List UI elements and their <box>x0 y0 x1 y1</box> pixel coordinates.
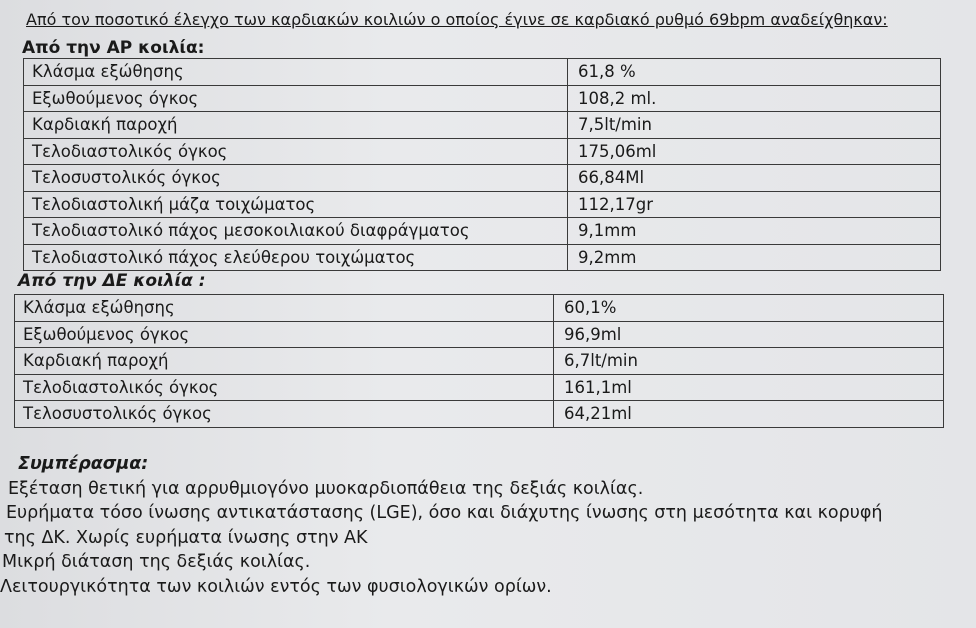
row-value: 161,1ml <box>554 374 944 401</box>
table-row <box>24 138 941 165</box>
row-label: Εξωθούμενος όγκος <box>24 85 568 112</box>
conclusion-line: Μικρή διάταση της δεξιάς κοιλίας. <box>2 552 311 572</box>
row-value: 175,06ml <box>568 138 941 165</box>
table-row <box>24 191 941 218</box>
right-ventricle-table <box>23 58 941 271</box>
intro-text: Από τον ποσοτικό έλεγχο των καρδιακών κοιλιών ο οποίος έγινε σε καρδιακό ρυθμό 69bpm αναδείχθηκαν: <box>26 10 888 29</box>
table-row <box>24 244 941 271</box>
row-value: 108,2 ml. <box>568 85 941 112</box>
row-label: Κλάσμα εξώθησης <box>15 295 554 322</box>
row-value: 60,1% <box>554 295 944 322</box>
conclusion-section <box>0 452 976 599</box>
row-label: Τελοσυστολικός όγκος <box>24 165 568 192</box>
row-value: 96,9ml <box>554 321 944 348</box>
row-value: 6,7lt/min <box>554 348 944 375</box>
conclusion-line: της ΔΚ. Χωρίς ευρήματα ίνωσης στην ΑΚ <box>4 527 368 548</box>
conclusion-line: Εξέταση θετική για αρρυθμιογόνο μυοκαρδιοπάθεια της δεξιάς κοιλίας. <box>8 478 644 499</box>
conclusion-line: Ευρήματα τόσο ίνωσης αντικατάστασης (LGE), όσο και διάχυτης ίνωσης στη μεσότητα και κορυφή <box>6 503 883 523</box>
row-value: 7,5lt/min <box>568 112 941 139</box>
table-row <box>15 401 944 428</box>
table-row <box>15 321 944 348</box>
row-label: Τελοδιαστολικό πάχος μεσοκοιλιακού διαφράγματος <box>24 218 568 245</box>
row-value: 66,84Ml <box>568 165 941 192</box>
row-label: Καρδιακή παροχή <box>24 112 568 139</box>
table-row <box>24 165 941 192</box>
row-value: 112,17gr <box>568 191 941 218</box>
row-label: Τελοδιαστολικό πάχος ελεύθερου τοιχώματος <box>24 244 568 271</box>
row-value: 9,1mm <box>568 218 941 245</box>
conclusion-heading: Συμπέρασμα: <box>18 454 149 474</box>
row-label: Τελοσυστολικός όγκος <box>15 401 554 428</box>
conclusion-line: Λειτουργικότητα των κοιλιών εντός των φυσιολογικών ορίων. <box>0 576 552 597</box>
right-ventricle-title: Από την ΑΡ κοιλία: <box>22 38 205 58</box>
row-label: Τελοδιαστολική μάζα τοιχώματος <box>24 191 568 218</box>
table-row <box>24 85 941 112</box>
row-value: 9,2mm <box>568 244 941 271</box>
table-row <box>15 348 944 375</box>
table-row <box>24 112 941 139</box>
row-label: Εξωθούμενος όγκος <box>15 321 554 348</box>
row-label: Τελοδιαστολικός όγκος <box>15 374 554 401</box>
left-ventricle-title: Από την ΔΕ κοιλία : <box>18 271 206 291</box>
table-row <box>24 218 941 245</box>
row-label: Κλάσμα εξώθησης <box>24 59 568 86</box>
left-ventricle-table <box>14 294 944 428</box>
table-row <box>24 59 941 86</box>
row-label: Καρδιακή παροχή <box>15 348 554 375</box>
row-value: 64,21ml <box>554 401 944 428</box>
row-value: 61,8 % <box>568 59 941 86</box>
table-row <box>15 295 944 322</box>
row-label: Τελοδιαστολικός όγκος <box>24 138 568 165</box>
table-row <box>15 374 944 401</box>
